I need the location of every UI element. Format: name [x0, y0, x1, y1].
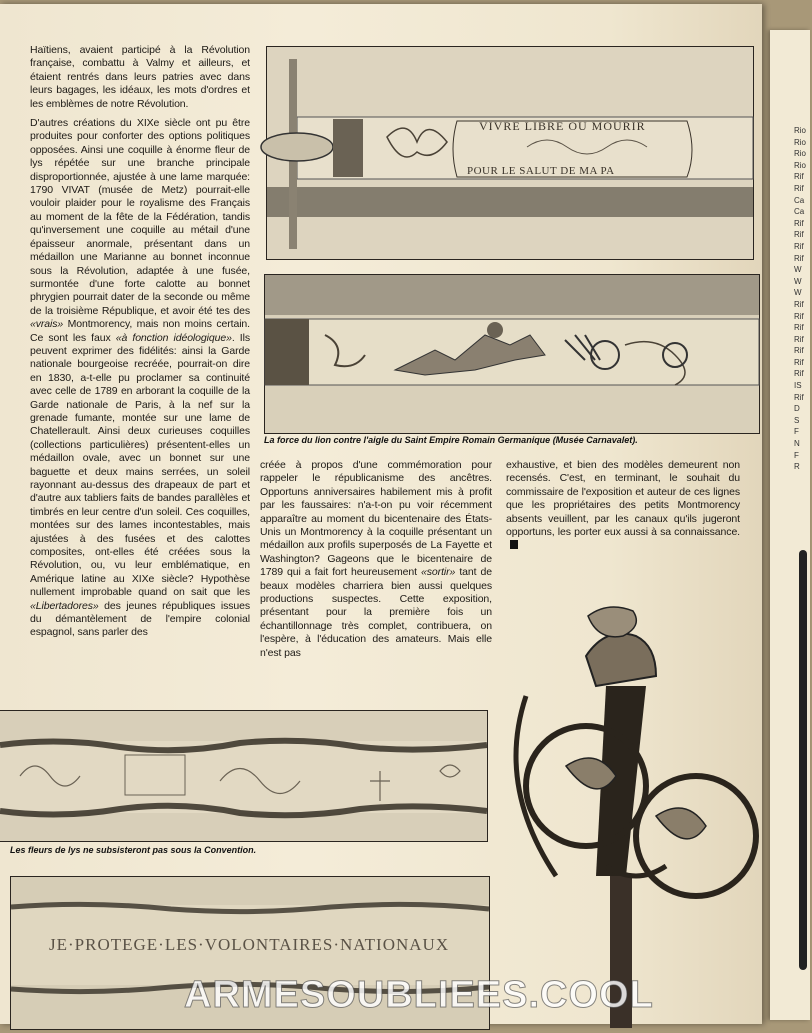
adjacent-page-fragment: Rif — [794, 183, 804, 193]
adjacent-page-fragment: Rio — [794, 126, 807, 135]
blade-illustration — [267, 47, 753, 259]
adjacent-page-fragment: Rif — [794, 299, 804, 309]
adjacent-page-fragment: Rif — [794, 392, 804, 402]
blade-fleurs-de-lys-illustration — [0, 711, 487, 841]
end-of-article-mark — [510, 540, 518, 549]
sword-hilt-photo — [506, 596, 774, 1028]
adjacent-page-fragment: Rio — [794, 137, 807, 147]
adjacent-page-fragment: Rif — [794, 357, 804, 367]
text-column-middle — [260, 459, 492, 666]
adjacent-page-fragment: Rif — [794, 230, 804, 240]
blade-lion-eagle-illustration — [265, 275, 759, 433]
emphasis-sortir: «sortir» — [421, 566, 456, 579]
text-column-left — [30, 44, 250, 646]
sword-hilt-illustration — [506, 596, 774, 1028]
adjacent-page-edge — [770, 30, 810, 1020]
adjacent-page-fragment: N — [794, 439, 800, 449]
emphasis-libertadores: «Libertadores» — [30, 599, 99, 612]
text-run: tant de beaux modèles charriera bien aussi quelques productions suspectes. Cette exposition, présentant pour la première fois un échantillonnage très complet, contribuera, on l'espère, à l'éducation des amateurs. Mais elle n'est pas — [260, 566, 492, 659]
adjacent-page-fragment: Rif — [794, 253, 804, 263]
magazine-page — [0, 4, 762, 1024]
adjacent-page-fragment: Rif — [794, 241, 804, 251]
adjacent-page-fragment: F — [794, 427, 799, 437]
paragraph-creations — [30, 117, 250, 640]
paragraph-commemoration — [260, 459, 492, 660]
text-run: exhaustive, et bien des modèles demeurent non recensés. C'est, en terminant, le souhait du commissaire de l'exposition et auteur de ces lignes que les propriétaires des petits Montmorency absents veuillent, par les canaux qu'ils jugeront opportuns, les porter eux aussi à sa connaissance. — [506, 459, 740, 539]
text-run: . Ils peuvent exprimer des fidélités: ainsi la Garde nationale bourgeoise recréée, pourrait-on dire en 1830, a-t-elle pu proclamer sa continuité avec celle de 1789 en arborant la coquille de la Garde nationale de Paris, à la nef sur la grenade fumante, montée sur une lame de Chatellerault. Ainsi deux curieuses coquilles (collections particulières) présentent-elles un médaillon ovale, avec un bonnet sur une baguette et deux mains serrées, un soleil rayonnant au-dessus des drapeaux de part et d'autre aux tabliers faits de bandes parallèles et timbrés en leur centre d'un soleil. Ces coquilles, montées sur des lames incontestables, mais ajustées à des fusées et des calottes composites, ont-elles été créées sous la Révolution, ou, vu leur emblématique, en Amérique latine au XIXe siècle? Hypothèse nullement improbable quand on sait que les — [30, 331, 250, 599]
paragraph-exhaustive — [506, 459, 740, 553]
adjacent-page-fragment: Rif — [794, 311, 804, 321]
caption-fleurs-de-lys: Les fleurs de lys ne subsisteront pas sous la Convention. — [10, 845, 257, 855]
photo-blade-fleurs-de-lys — [0, 710, 488, 842]
adjacent-page-fragment: Rif — [794, 369, 804, 379]
adjacent-page-fragment: Rif — [794, 334, 804, 344]
photo-blade-vivre-libre — [266, 46, 754, 260]
adjacent-page-fragment: W — [794, 276, 802, 286]
text-run: Montmorency, mais non moins certain. Ce sont les faux — [30, 318, 250, 344]
text-run: créée à propos d'une commémoration pour rappeler le républicanisme des ancêtres. Opportuns anniversaires habilement mis à profit par les faussaires: n'a-t-on pu voir récemment apparaître au moment du bicentenaire des États-Unis un Montmorency à la coquille présentant un médaillon aux profils superposés de La Fayette et Washington? Gageons que le bicentenaire de 1789 qui a fait fort heureusement — [260, 459, 492, 579]
adjacent-page-fragment: Rif — [794, 218, 804, 228]
adjacent-page-fragment: Rif — [794, 172, 804, 182]
blade-inscription-volontaires: JE·PROTEGE·LES·VOLONTAIRES·NATIONAUX — [49, 935, 450, 954]
paragraph-haitiens: Haïtiens, avaient participé à la Révolution française, combattu à Valmy et ailleurs, et étaient rentrés dans leurs patries avec dans leurs bagages, les idéaux, les mots d'ordres et les emblèmes de notre Révolution. — [30, 44, 250, 110]
adjacent-page-fragment: R — [794, 462, 800, 472]
text-column-right — [506, 459, 740, 559]
adjacent-page-fragment: Rif — [794, 346, 804, 356]
adjacent-page-text-fragments — [794, 125, 812, 472]
photo-blade-lion-eagle — [264, 274, 760, 434]
emphasis-vrais: «vrais» — [30, 318, 64, 331]
adjacent-page-fragment: Ca — [794, 207, 805, 217]
emphasis-ideologique: «à fonction idéologique» — [115, 331, 232, 344]
adjacent-page-fragment: Rif — [794, 323, 804, 333]
text-run: D'autres créations du XIXe siècle ont pu être produites pour conforter des options politiques opposées. Ainsi une coquille à énorme fleur de lys répétée sur une branche principale disproportionnée, ajustée à une lame marquée: 1790 VIVAT (musée de Metz) pourrait-elle vouloir plaider pour le royalisme des Français au moment de la fête de la Fédération, tandis qu'inversement une coquille au métail d'une épaisseur anormale, présentant dans un médaillon une Marianne au bonnet inconnue sous la Révolution, adaptée à une fusée, surmontée d'une forte calotte au bonnet phrygien pourrait dater de la seconde ou même de la troisième République, et avoir été tes des — [30, 117, 250, 317]
caption-lion-eagle: La force du lion contre l'aigle du Saint Empire Romain Germanique (Musée Carnavalet). — [264, 435, 638, 445]
blade-inscription-vivre-libre: VIVRE LIBRE OU MOURIR — [479, 119, 646, 133]
adjacent-page-fragment: Ca — [794, 195, 805, 205]
blade-inscription-pour-le-salut: POUR LE SALUT DE MA PA — [467, 165, 615, 177]
adjacent-page-fragment: Rio — [794, 149, 807, 159]
adjacent-page-fragment: S — [794, 415, 800, 425]
watermark: ARMESOUBLIEES.COOL — [184, 974, 654, 1016]
adjacent-page-fragment: W — [794, 265, 802, 275]
adjacent-page-fragment: D — [794, 404, 800, 414]
adjacent-page-fragment: W — [794, 288, 802, 298]
text-run: des jeunes républiques issues du démantèlement de l'empire colonial espagnol, sans parler des — [30, 599, 250, 639]
adjacent-page-dark-bar — [799, 550, 807, 970]
adjacent-page-fragment: Rio — [794, 160, 807, 170]
adjacent-page-fragment: IS — [794, 381, 802, 391]
adjacent-page-fragment: F — [794, 450, 799, 460]
